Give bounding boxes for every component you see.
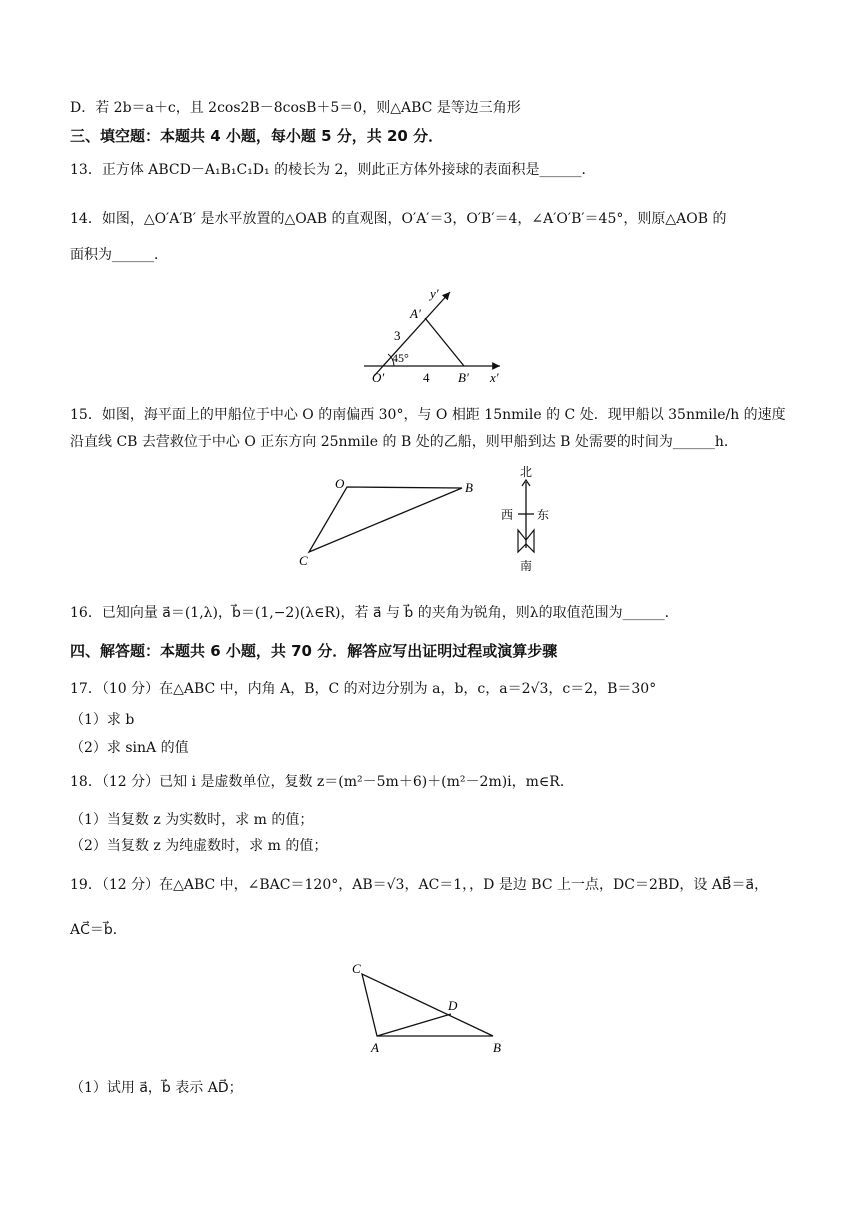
figure-15-triangle — [295, 470, 490, 570]
triangle-abc — [362, 974, 493, 1036]
figure-14 — [360, 282, 510, 390]
question-19-line2: AC⃗＝b⃗． — [70, 922, 127, 938]
section-4-heading: 四、解答题：本题共 6 小题，共 70 分．解答应写出证明过程或演算步骤 — [70, 642, 558, 660]
label-b: B′ — [458, 370, 469, 385]
label-a: A — [371, 1040, 379, 1055]
question-13: 13．正方体 ABCD－A₁B₁C₁D₁ 的棱长为 2，则此正方体外接球的表面积是______． — [70, 162, 596, 178]
question-16: 16．已知向量 a⃗＝(1,λ)，b⃗＝(1,−2)(λ∈R)，若 a⃗ 与 b⃗ 的夹角为锐角，则λ的取值范围为______． — [70, 605, 679, 621]
segment-a-b — [425, 318, 464, 366]
label-west: 西 — [501, 508, 514, 522]
segment-ad — [377, 1014, 451, 1036]
section-3-heading: 三、填空题：本题共 4 小题，每小题 5 分，共 20 分． — [70, 127, 444, 145]
question-19-line1: 19．（12 分）在△ABC 中，∠BAC＝120°，AB＝√3，AC＝1，，D 是边 BC 上一点，DC＝2BD，设 AB⃗＝a⃗， — [70, 877, 769, 893]
label-x: x′ — [490, 370, 499, 385]
label-y: y′ — [430, 286, 439, 301]
question-15-line1: 15．如图，海平面上的甲船位于中心 O 的南偏西 30°，与 O 相距 15nmile 的 C 处．现甲船以 35nmile/h 的速度 — [70, 407, 786, 423]
label-a: A′ — [410, 306, 421, 321]
label-b: B — [465, 480, 473, 495]
option-d: D．若 2b＝a＋c，且 2cos2B－8cosB＋5＝0，则△ABC 是等边三角形 — [70, 100, 521, 116]
label-south: 南 — [520, 559, 533, 573]
question-15-line2: 沿直线 CB 去营救位于中心 O 正东方向 25nmile 的 B 处的乙船，则甲船到达 B 处需要的时间为______h． — [70, 434, 738, 450]
label-o: O′ — [372, 370, 385, 385]
question-18-part2: （2）当复数 z 为纯虚数时，求 m 的值； — [70, 838, 328, 854]
question-18-part1: （1）当复数 z 为实数时，求 m 的值； — [70, 812, 314, 828]
label-3: 3 — [394, 328, 401, 343]
question-14-line1: 14．如图，△O′A′B′ 是水平放置的△OAB 的直观图，O′A′＝3，O′B′＝4，∠A′O′B′＝45°，则原△AOB 的 — [70, 211, 727, 227]
label-b: B — [493, 1040, 501, 1055]
question-18: 18．（12 分）已知 i 是虚数单位，复数 z＝(m²－5m＋6)＋(m²－2m)i，m∈R． — [70, 774, 574, 790]
question-19-part1: （1）试用 a⃗，b⃗ 表示 AD⃗； — [70, 1080, 243, 1096]
label-north: 北 — [520, 465, 533, 479]
question-14-line2: 面积为______． — [70, 247, 168, 263]
figure-19 — [345, 958, 520, 1058]
question-17: 17．（10 分）在△ABC 中，内角 A，B，C 的对边分别为 a，b，c，a＝2√3，c＝2，B＝30° — [70, 681, 657, 697]
label-o: O — [335, 476, 345, 491]
label-45: 45° — [392, 351, 409, 365]
compass-icon — [498, 462, 558, 578]
label-4: 4 — [423, 370, 430, 385]
question-17-part2: （2）求 sinA 的值 — [70, 740, 189, 756]
label-east: 东 — [537, 508, 550, 522]
label-c: C — [352, 961, 361, 976]
label-d: D — [448, 998, 458, 1013]
question-17-part1: （1）求 b — [70, 712, 135, 728]
label-c: C — [299, 553, 308, 568]
triangle-ocb — [309, 487, 462, 552]
